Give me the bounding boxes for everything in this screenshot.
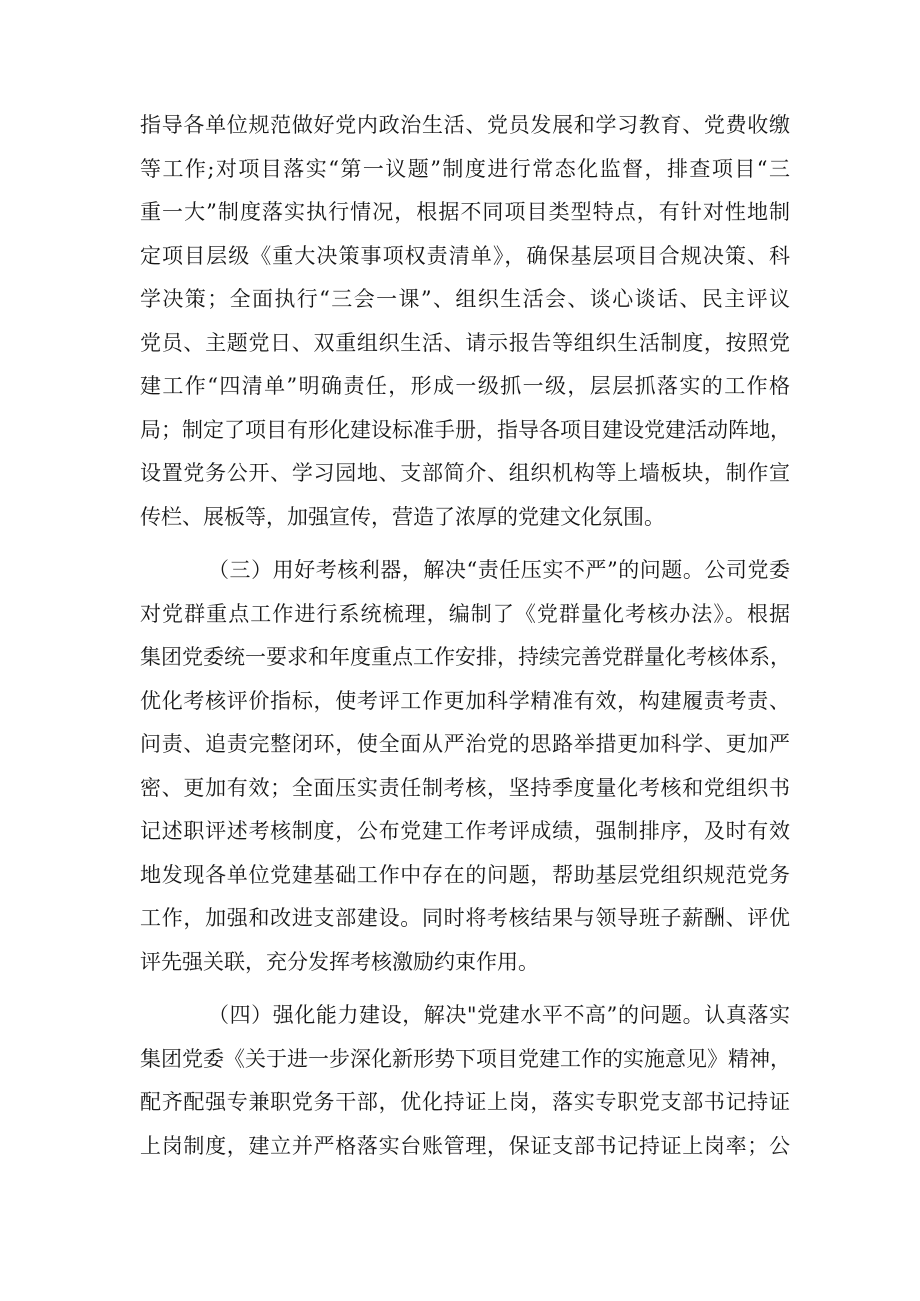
- text-line: （四）强化能力建设，解决"党建水平不高”的问题。认真落实: [208, 1003, 790, 1027]
- text-line: 局；制定了项目有形化建设标准手册，指导各项目建设党建活动阵地，: [140, 417, 791, 442]
- text-line: 学决策；全面执行“三会一课”、组织生活会、谈心谈话、民主评议: [140, 287, 790, 311]
- text-line: 配齐配强专兼职党务干部，优化持证上岗，落实专职党支部书记持证: [140, 1090, 790, 1114]
- text-line: 记述职评述考核制度，公布党建工作考评成绩，强制排序，及时有效: [140, 819, 790, 843]
- paragraph-1: [140, 104, 790, 539]
- paragraph-3: [140, 994, 790, 1168]
- text-line: 定项目层级《重大决策事项权责清单》，确保基层项目合规决策、科: [140, 243, 790, 268]
- text-line: 地发现各单位党建基础工作中存在的问题，帮助基层党组织规范党务: [140, 862, 790, 887]
- paragraph-spacer: [140, 539, 790, 549]
- text-line: 对党群重点工作进行系统梳理，编制了《党群量化考核办法》。根据: [140, 601, 790, 626]
- text-line: 问责、追责完整闭环，使全面从严治党的思路举措更加科学、更加严: [140, 732, 790, 756]
- text-line: 党员、主题党日、双重组织生活、请示报告等组织生活制度，按照党: [140, 330, 790, 355]
- text-line: 优化考核评价指标，使考评工作更加科学精准有效，构建履责考责、: [140, 688, 790, 713]
- text-line: 密、更加有效；全面压实责任制考核，坚持季度量化考核和党组织书: [140, 775, 790, 800]
- text-line: 设置党务公开、学习园地、支部简介、组织机构等上墙板块，制作宣: [140, 461, 790, 485]
- text-line: 工作，加强和改进支部建设。同时将考核结果与领导班子薪酬、评优: [140, 906, 790, 930]
- text-line: 集团党委《关于进一步深化新形势下项目党建工作的实施意见》精神，: [140, 1046, 791, 1071]
- text-line: （三）用好考核利器，解决“责任压实不严”的问题。公司党委: [208, 558, 790, 582]
- text-line: 建工作“四清单”明确责任，形成一级抓一级，层层抓落实的工作格: [140, 374, 790, 398]
- text-line: 评先强关联，充分发挥考核激励约束作用。: [140, 949, 539, 974]
- paragraph-2: [140, 549, 790, 984]
- text-line: 上岗制度，建立并严格落实台账管理，保证支部书记持证上岗率；公: [140, 1133, 790, 1158]
- document-body: [140, 104, 790, 1168]
- text-line: 等工作;对项目落实“第一议题”制度进行常态化监督，排查项目“三: [140, 156, 790, 181]
- text-line: 传栏、展板等，加强宣传，营造了浓厚的党建文化氛围。: [140, 504, 665, 529]
- text-line: 重一大”制度落实执行情况，根据不同项目类型特点，有针对性地制: [140, 200, 790, 224]
- text-line: 集团党委统一要求和年度重点工作安排，持续完善党群量化考核体系，: [140, 645, 791, 669]
- paragraph-spacer: [140, 984, 790, 994]
- text-line: 指导各单位规范做好党内政治生活、党员发展和学习教育、党费收缴: [140, 113, 790, 137]
